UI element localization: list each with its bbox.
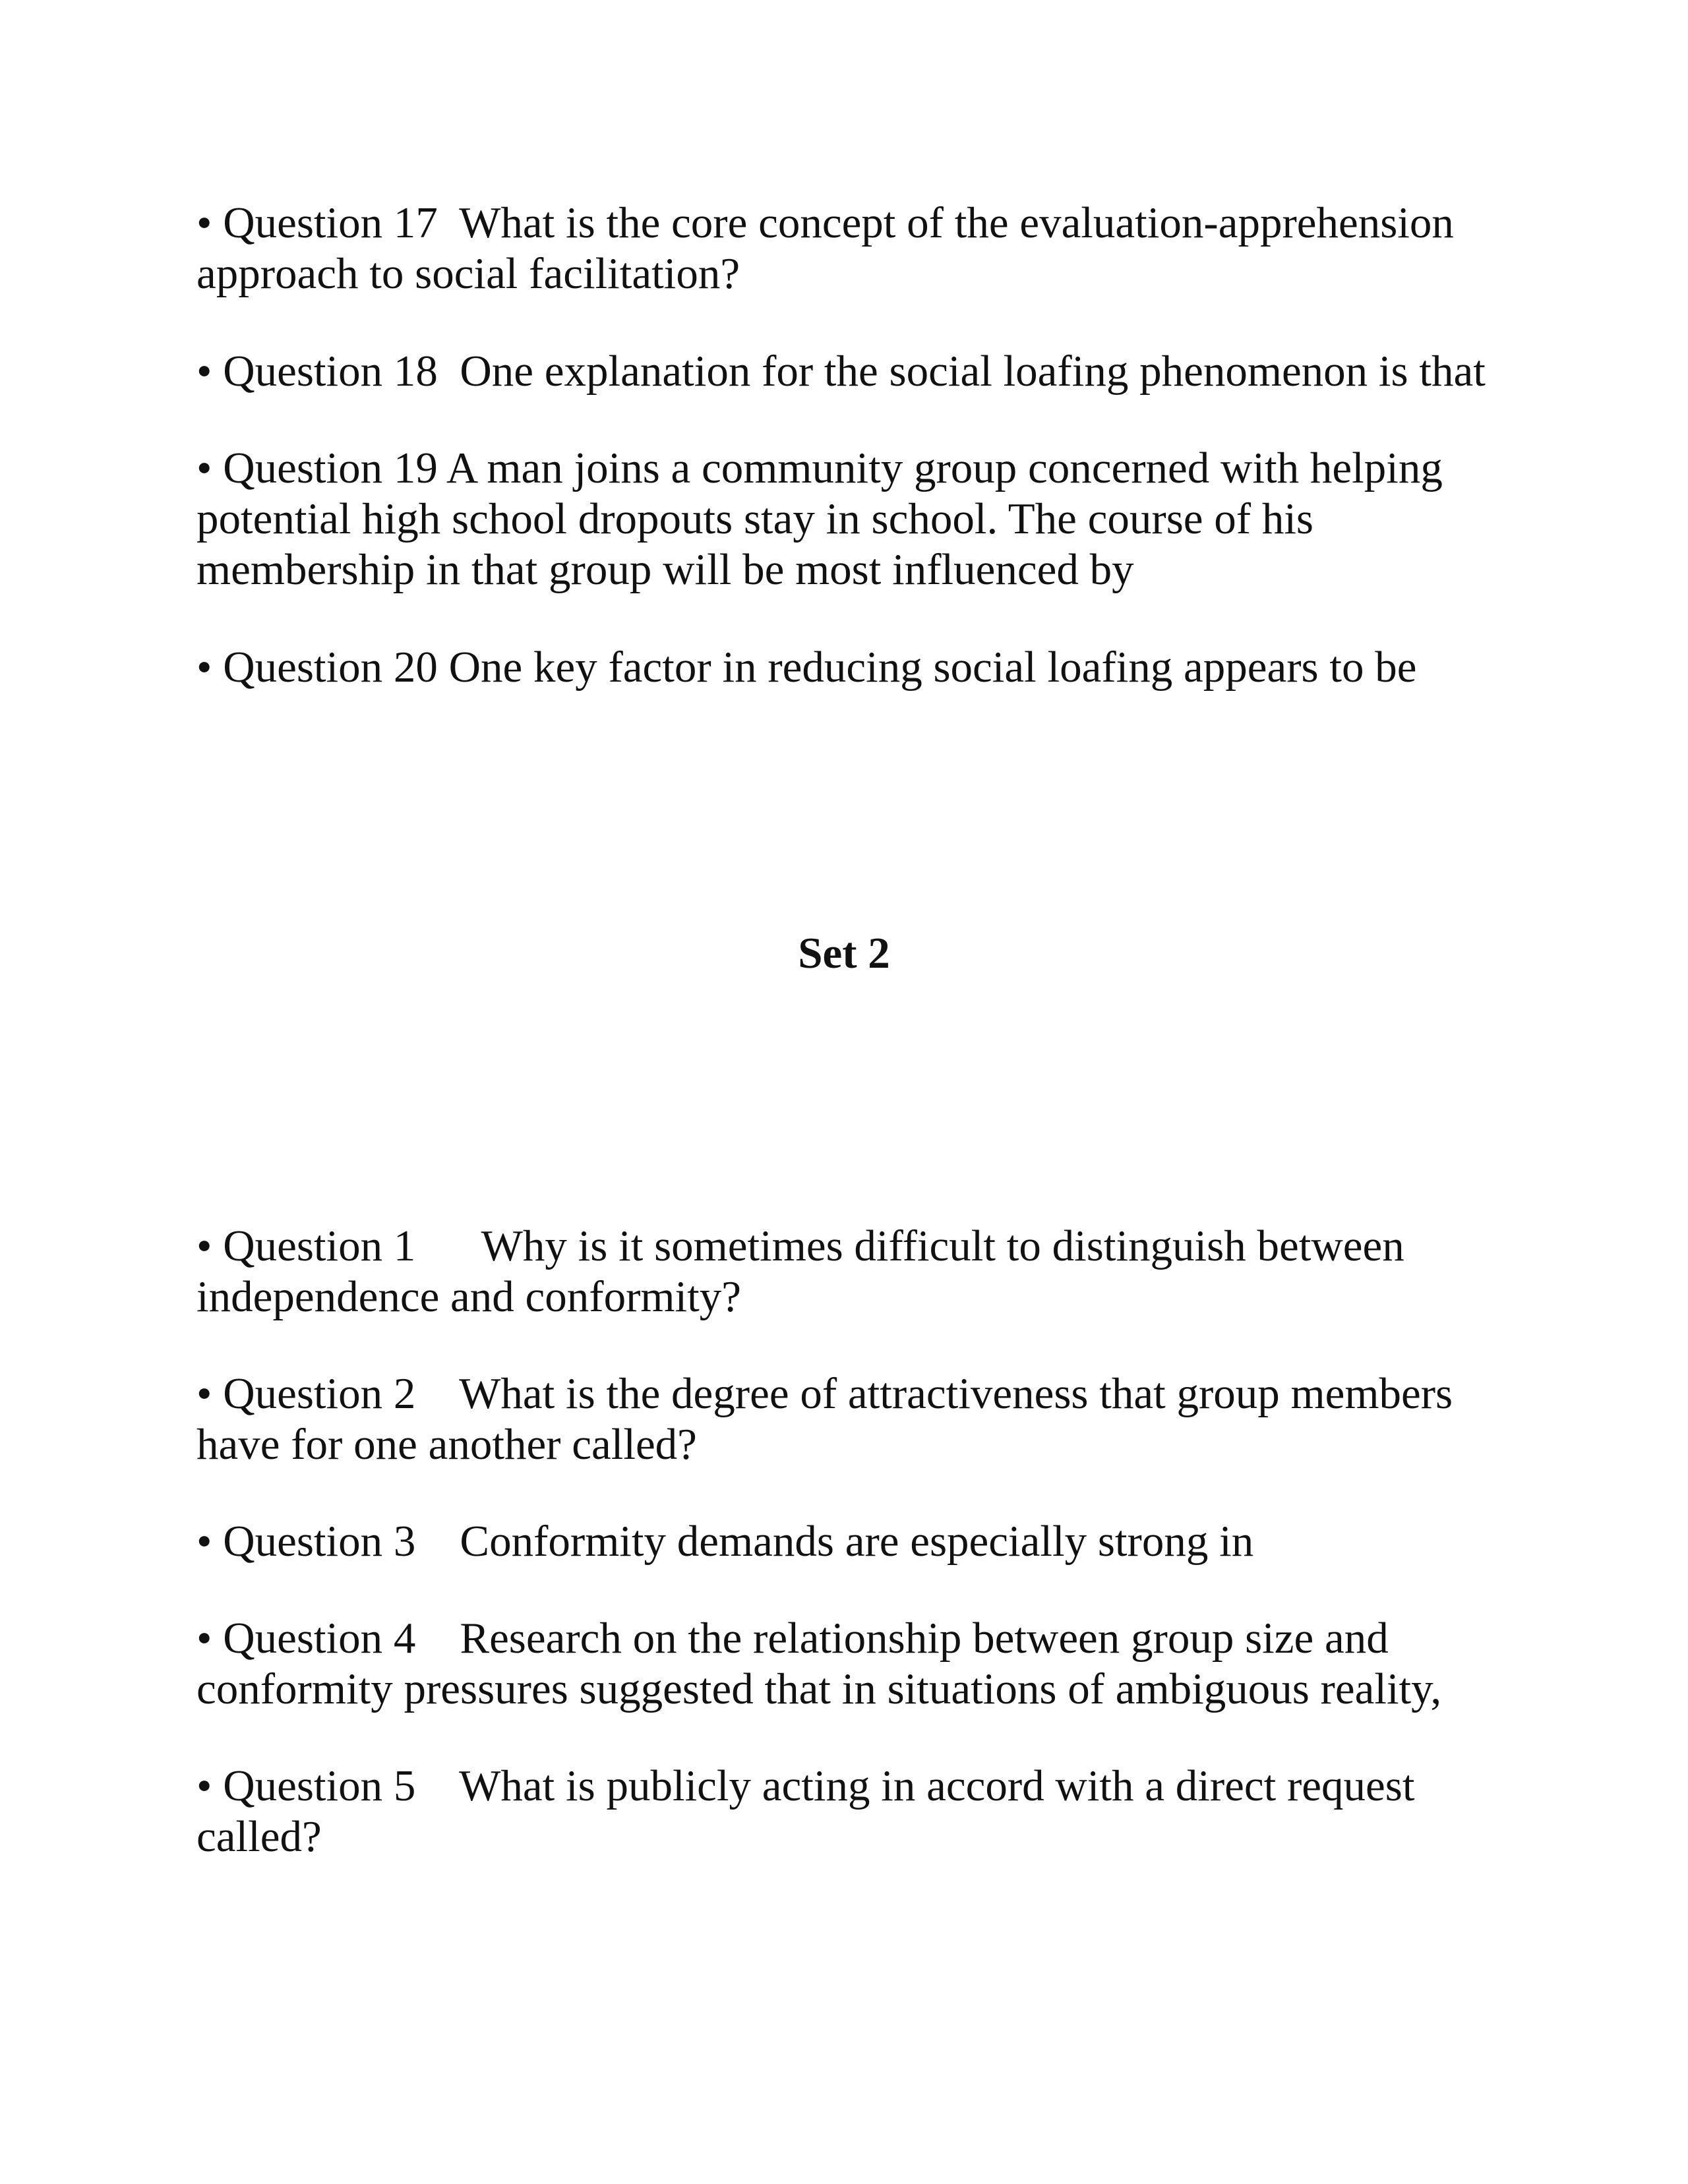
set2-question-4: • Question 4 Research on the relationship between group size and conformity pressures suggested that in situations of ambiguous reality, [196,1614,1442,1713]
set2-question-5: • Question 5 What is publicly acting in accord with a direct request called? [196,1761,1415,1861]
set2-question-1: • Question 1 Why is it sometimes difficult to distinguish between independence and conformity? [196,1222,1404,1321]
set2-question-3: • Question 3 Conformity demands are especially strong in [196,1517,1254,1566]
question-20: • Question 20 One key factor in reducing social loafing appears to be [196,643,1417,692]
question-18: • Question 18 One explanation for the social loafing phenomenon is that [196,347,1486,396]
question-17: • Question 17 What is the core concept of the evaluation-apprehension approach to social facilitation? [196,198,1454,298]
set-2-heading: Set 2 [798,929,890,978]
question-19: • Question 19 A man joins a community group concerned with helping potential high school dropouts stay in school. The course of his membership in that group will be most influenced by [196,444,1443,594]
set2-question-2: • Question 2 What is the degree of attractiveness that group members have for one another called? [196,1369,1453,1469]
